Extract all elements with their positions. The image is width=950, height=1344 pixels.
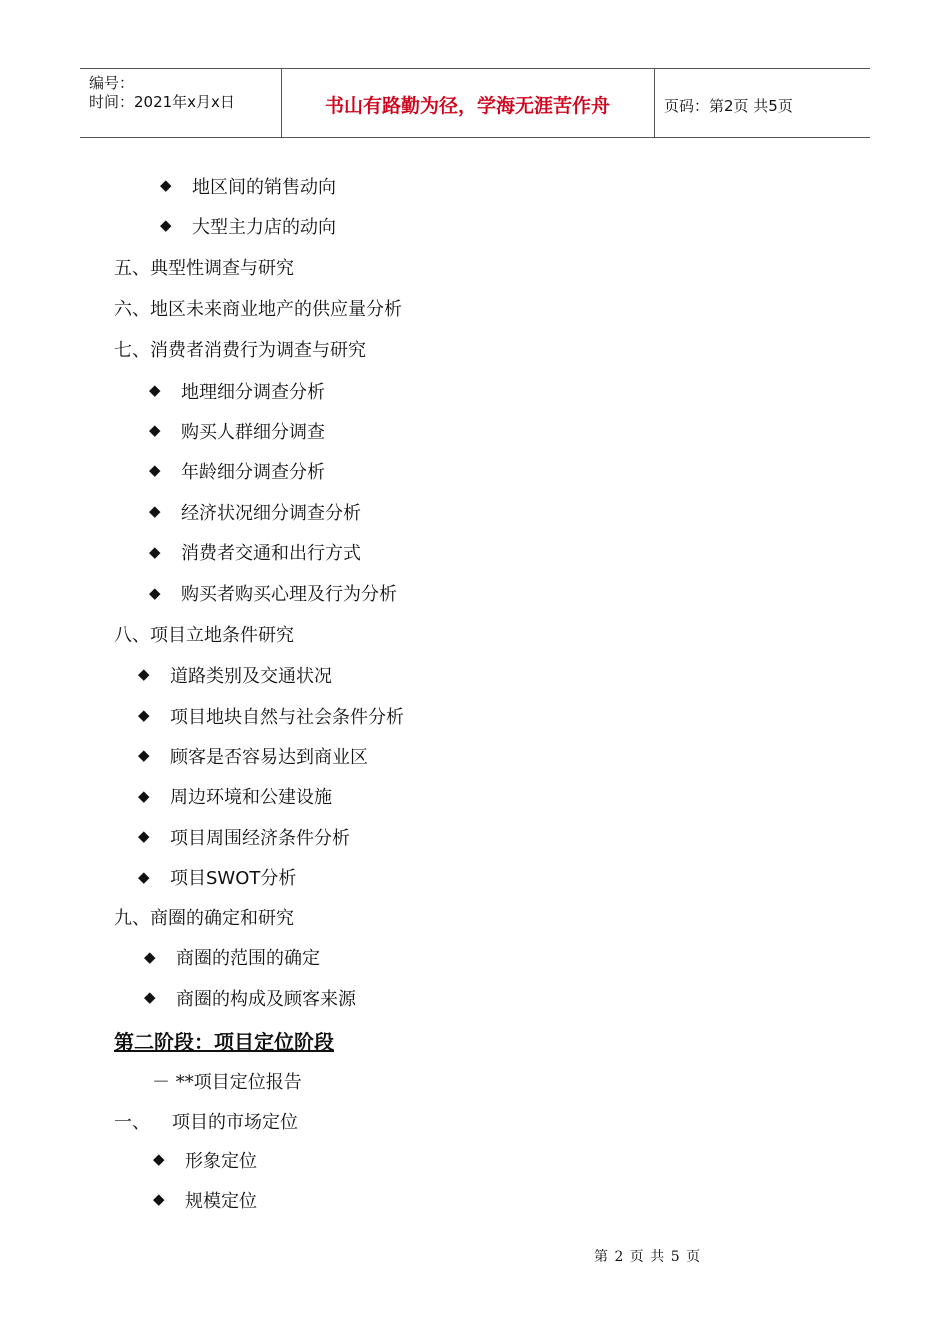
header-table [80,68,870,138]
bullet-diamond-icon: ◆ [149,502,161,520]
list-item: 形象定位 [185,1151,257,1172]
list-item: 道路类别及交通状况 [170,666,332,687]
page-footer: 第 2 页 共 5 页 [594,1249,701,1265]
section-heading: 项目的市场定位 [172,1112,298,1133]
section-heading: 九、商圈的确定和研究 [114,908,294,929]
bullet-diamond-icon: ◆ [149,584,161,602]
bullet-diamond-icon: ◆ [138,868,150,886]
bullet-diamond-icon: ◆ [138,665,150,683]
list-item: 地区间的销售动向 [192,177,336,198]
bullet-diamond-icon: ◆ [138,706,150,724]
bullet-diamond-icon: ◆ [144,988,156,1006]
bullet-diamond-icon: ◆ [138,787,150,805]
page-info: 页码：第2页 共5页 [664,97,793,115]
section-number: 一、 [114,1112,150,1133]
section-heading: 七、消费者消费行为调查与研究 [114,340,366,361]
motto-text: 书山有路勤为径，学海无涯苦作舟 [324,95,610,117]
bullet-diamond-icon: ◆ [149,461,161,479]
report-line: － **项目定位报告 [152,1072,302,1093]
list-item: 大型主力店的动向 [192,217,336,238]
header-right-cell [655,69,870,137]
bullet-diamond-icon: ◆ [160,216,172,234]
phase-title: 第二阶段：项目定位阶段 [114,1030,334,1054]
list-item: 地理细分调查分析 [181,382,325,403]
list-item: 顾客是否容易达到商业区 [170,747,368,768]
bullet-diamond-icon: ◆ [149,421,161,439]
list-item: 消费者交通和出行方式 [181,543,361,564]
list-item: 商圈的范围的确定 [176,948,320,969]
bullet-diamond-icon: ◆ [160,176,172,194]
bullet-diamond-icon: ◆ [149,543,161,561]
list-item: 商圈的构成及顾客来源 [176,989,356,1010]
bullet-diamond-icon: ◆ [153,1190,165,1208]
list-item: 经济状况细分调查分析 [181,503,361,524]
list-item: 购买者购买心理及行为分析 [181,584,397,605]
header-middle-cell [281,69,655,137]
bullet-diamond-icon: ◆ [149,381,161,399]
bullet-diamond-icon: ◆ [144,948,156,966]
section-heading: 八、项目立地条件研究 [114,625,294,646]
bullet-diamond-icon: ◆ [153,1150,165,1168]
bullet-diamond-icon: ◆ [138,827,150,845]
section-heading: 六、地区未来商业地产的供应量分析 [114,299,402,320]
list-item: 项目周围经济条件分析 [170,828,350,849]
number-label: 编号： [89,74,135,92]
header-left-cell [80,69,282,137]
bullet-diamond-icon: ◆ [138,746,150,764]
list-item: 年龄细分调查分析 [181,462,325,483]
list-item: 项目地块自然与社会条件分析 [170,707,404,728]
list-item: 周边环境和公建设施 [170,787,332,808]
list-item: 规模定位 [185,1191,257,1212]
date-line: 时间：2021年x月x日 [89,93,235,111]
section-heading: 五、典型性调查与研究 [114,258,294,279]
list-item: 购买人群细分调查 [181,422,325,443]
list-item: 项目SWOT分析 [170,868,297,889]
